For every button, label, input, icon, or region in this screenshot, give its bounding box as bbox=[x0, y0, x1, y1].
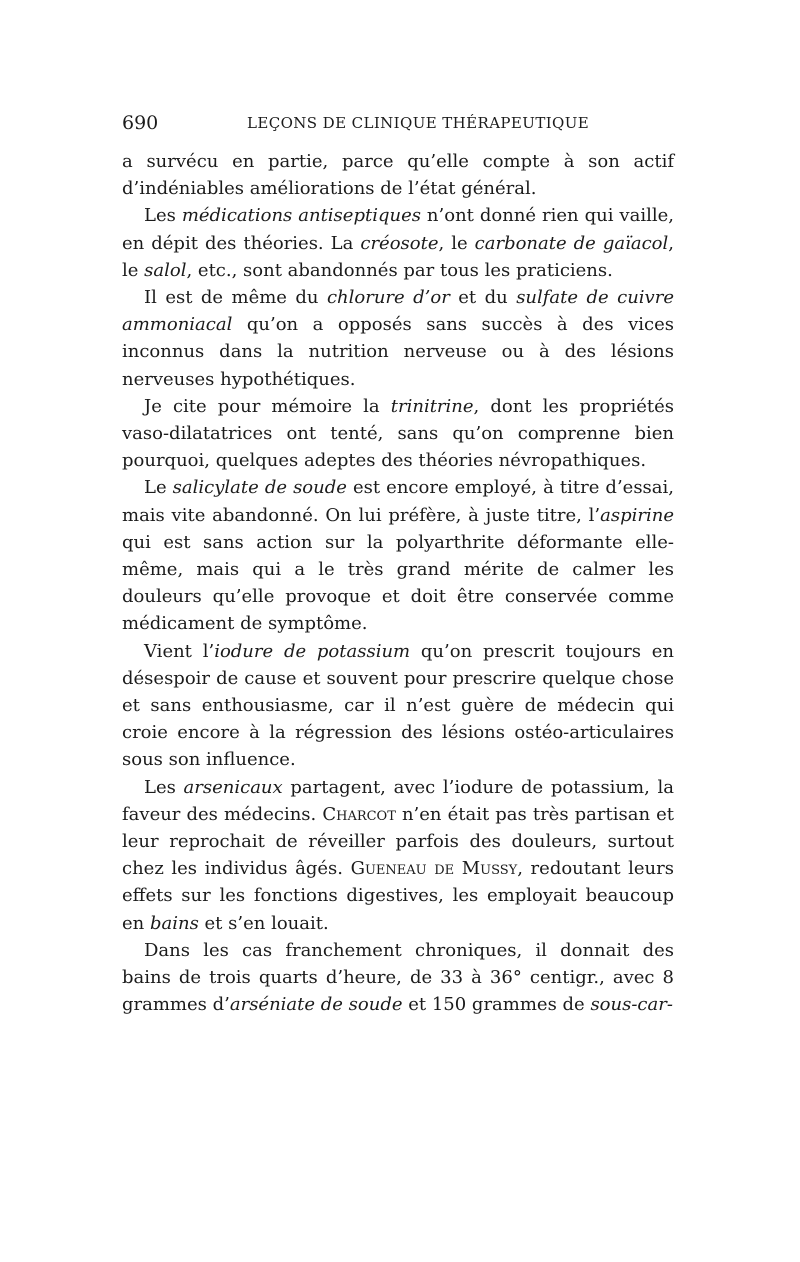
text-segment: est encore employé, à titre d’essai, mais vite abandonné. On lui préfère, à juste titre, l’ bbox=[122, 477, 674, 526]
text-segment: partagent, avec l’iodure de potassium, la faveur des médecins. bbox=[122, 776, 674, 825]
text-segment: Je cite pour mémoire la bbox=[144, 395, 391, 417]
author-name: Gueneau de Mussy bbox=[350, 858, 518, 880]
italic-term: iodure de potassium bbox=[214, 640, 411, 662]
italic-term: salicylate de soude bbox=[172, 477, 347, 499]
paragraph bbox=[122, 638, 674, 774]
italic-term: sulfate de cuivre ammoniacal bbox=[122, 287, 674, 336]
italic-term: chlorure d’or bbox=[326, 287, 450, 309]
paragraph bbox=[122, 474, 674, 637]
paragraph bbox=[122, 202, 674, 284]
italic-term: créosote bbox=[360, 232, 439, 254]
italic-term: bains bbox=[149, 912, 199, 934]
italic-term: arsenicaux bbox=[183, 776, 283, 798]
text-segment: et 150 grammes de bbox=[402, 994, 591, 1016]
text-segment: Dans les cas franchement chroniques, il donnait des bains de trois quarts d’heure, de 33 à 36° centigr., avec 8 grammes d’ bbox=[122, 939, 674, 1016]
page-header bbox=[122, 112, 674, 148]
text-segment: Les bbox=[144, 776, 184, 798]
italic-term: carbonate de gaïacol bbox=[474, 232, 669, 254]
text-segment: , etc., sont abandonnés par tous les praticiens. bbox=[186, 259, 613, 281]
text-segment: et du bbox=[449, 287, 517, 309]
page-number: 690 bbox=[122, 112, 159, 134]
author-name: Charcot bbox=[322, 803, 396, 825]
text-segment: , le bbox=[122, 232, 674, 281]
paragraph bbox=[122, 937, 674, 1019]
text-segment: qu’on prescrit toujours en désespoir de cause et souvent pour prescrire quelque chose et sans enthousiasme, car il n’est guère de médecin qui croie encore à la régression des lésions ostéo-articulaires sous son influence. bbox=[122, 640, 674, 771]
paragraph bbox=[122, 393, 674, 475]
text-segment: a survécu en partie, parce qu’elle compte à son actif d’indéniables améliorations de l’état général. bbox=[122, 151, 674, 200]
italic-term: médications antiseptiques bbox=[181, 205, 421, 227]
paragraph bbox=[122, 284, 674, 393]
text-segment: Vient l’ bbox=[144, 640, 215, 662]
text-segment: n’ont donné rien qui vaille, en dépit des théories. La bbox=[122, 205, 674, 254]
italic-term: aspirine bbox=[600, 504, 674, 526]
text-segment: Les bbox=[144, 205, 182, 227]
text-segment: qui est sans action sur la polyarthrite déformante elle-même, mais qui a le très grand mérite de calmer les douleurs qu’elle provoque et doit être conservée comme médicament de symptôme. bbox=[122, 531, 674, 635]
italic-term: arséniate de soude bbox=[229, 994, 403, 1016]
text-segment: n’en était pas très partisan et leur reprochait de réveiller parfois des douleurs, surtout chez les individus âgés. bbox=[122, 803, 674, 880]
book-page bbox=[122, 112, 674, 1019]
paragraph bbox=[122, 148, 674, 202]
running-title: LEÇONS DE CLINIQUE THÉRAPEUTIQUE bbox=[247, 114, 590, 132]
text-segment: qu’on a opposés sans succès à des vices inconnus dans la nutrition nerveuse ou à des lésions nerveuses hypothétiques. bbox=[122, 314, 674, 390]
text-segment: Le bbox=[144, 477, 173, 499]
italic-term: sous-car- bbox=[590, 994, 673, 1016]
body-text bbox=[122, 148, 674, 1019]
italic-term: trinitrine bbox=[390, 395, 474, 417]
text-segment: , dont les propriétés vaso-dilatatrices ont tenté, sans qu’on comprenne bien pourquoi, quelques adeptes des théories névropathiques. bbox=[122, 395, 675, 472]
paragraph bbox=[122, 774, 674, 937]
text-segment: et s’en louait. bbox=[198, 912, 329, 934]
text-segment: , redoutant leurs effets sur les fonctions digestives, les employait beaucoup en bbox=[122, 858, 674, 934]
italic-term: salol bbox=[144, 259, 187, 281]
text-segment: Il est de même du bbox=[144, 287, 327, 309]
text-segment: , le bbox=[438, 232, 475, 254]
